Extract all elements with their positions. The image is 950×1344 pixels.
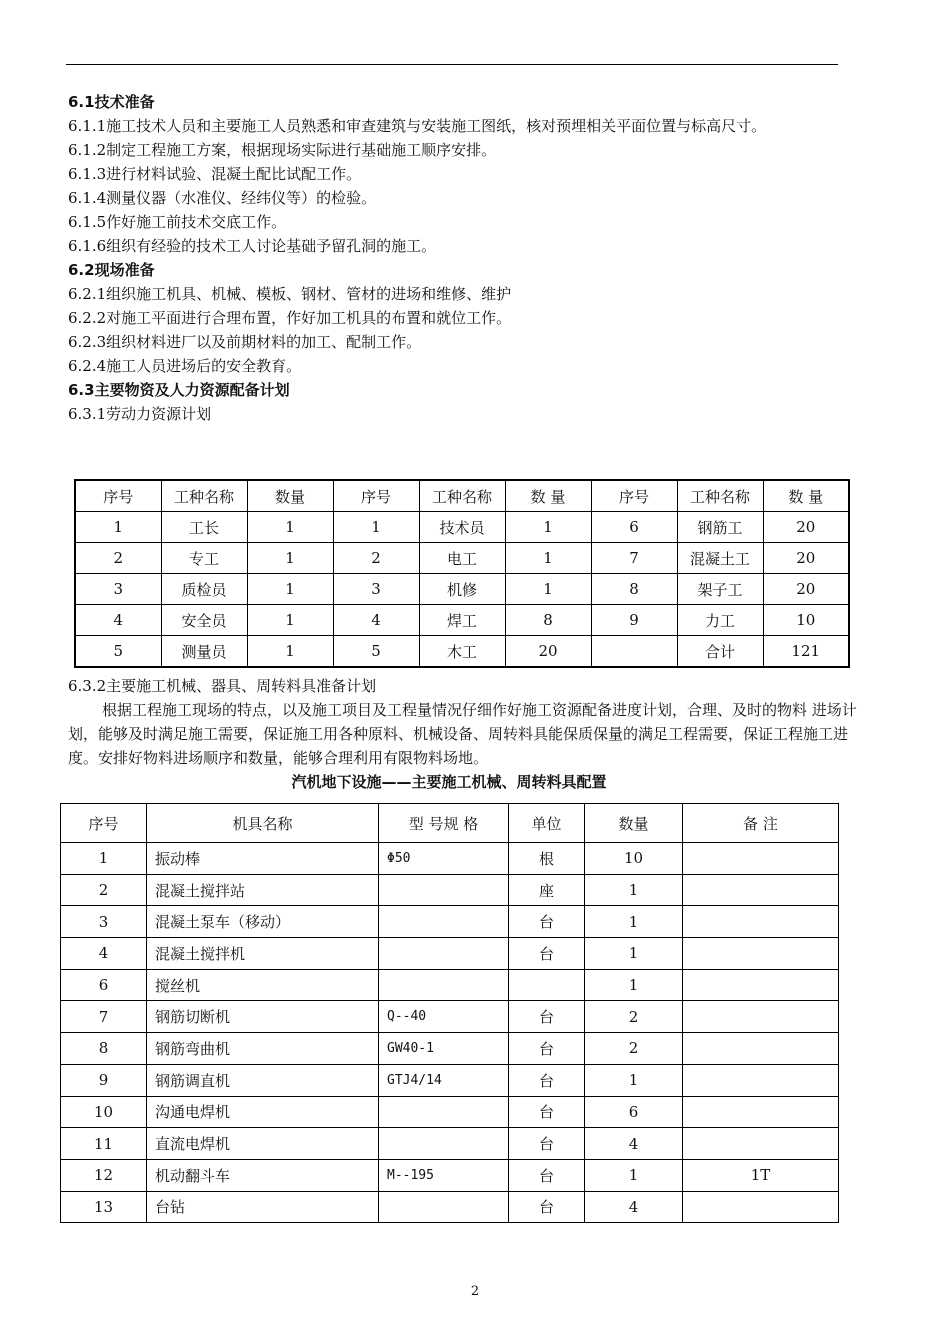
labor-header-cell: 工种名称: [161, 480, 247, 512]
equipment-row: [61, 906, 839, 938]
equipment-row: [61, 1191, 839, 1223]
labor-header-cell: 数量: [247, 480, 333, 512]
equipment-cell: 7: [61, 1001, 147, 1033]
section-item: 6.1.4测量仪器（水准仪、经纬仪等）的检验。: [68, 189, 377, 207]
equipment-cell: [509, 969, 585, 1001]
equipment-header-row: [61, 804, 839, 843]
labor-cell: 3: [75, 574, 161, 605]
equipment-cell: 13: [61, 1191, 147, 1223]
section-item: 6.1.3进行材料试验、混凝土配比试配工作。: [68, 165, 362, 183]
labor-cell: 4: [75, 605, 161, 636]
equipment-cell: 根: [509, 843, 585, 875]
equipment-cell: 台: [509, 1191, 585, 1223]
labor-cell: 2: [333, 543, 419, 574]
section-item: 6.2.4施工人员进场后的安全教育。: [68, 357, 302, 375]
section-item: 6.1.1施工技术人员和主要施工人员熟悉和审查建筑与安装施工图纸，核对预埋相关平面位置与标高尺寸。: [68, 117, 767, 135]
equipment-cell: 11: [61, 1128, 147, 1160]
equipment-row: [61, 1128, 839, 1160]
labor-cell: 20: [763, 574, 849, 605]
equipment-row: [61, 843, 839, 875]
labor-cell: 5: [333, 636, 419, 668]
labor-cell: [591, 636, 677, 668]
equipment-cell: [683, 969, 839, 1001]
labor-header-cell: 序号: [75, 480, 161, 512]
labor-cell: 3: [333, 574, 419, 605]
labor-cell: 1: [247, 543, 333, 574]
equipment-cell: [683, 843, 839, 875]
equipment-cell: [683, 1191, 839, 1223]
equipment-cell: M--195: [379, 1159, 509, 1191]
labor-cell: 5: [75, 636, 161, 668]
equipment-row: [61, 1001, 839, 1033]
equipment-row: [61, 969, 839, 1001]
equipment-cell: 1T: [683, 1159, 839, 1191]
equipment-cell: 台: [509, 1064, 585, 1096]
section-item: 6.2.2对施工平面进行合理布置，作好加工机具的布置和就位工作。: [68, 309, 512, 327]
labor-header-cell: 序号: [591, 480, 677, 512]
equipment-cell: 钢筋切断机: [147, 1001, 379, 1033]
equipment-cell: [683, 1033, 839, 1065]
page-number: 2: [470, 1284, 480, 1299]
equipment-cell: 沟通电焊机: [147, 1096, 379, 1128]
labor-header-row: [75, 480, 849, 512]
labor-cell: 测量员: [161, 636, 247, 668]
header-rule: [66, 64, 838, 65]
equipment-cell: [683, 906, 839, 938]
equipment-cell: [379, 1191, 509, 1223]
equipment-row: [61, 874, 839, 906]
equipment-cell: [379, 1096, 509, 1128]
labor-cell: 1: [505, 543, 591, 574]
equipment-header-cell: 机具名称: [147, 804, 379, 843]
equipment-header-cell: 序号: [61, 804, 147, 843]
equipment-cell: 1: [585, 874, 683, 906]
equipment-cell: 钢筋调直机: [147, 1064, 379, 1096]
labor-cell: 电工: [419, 543, 505, 574]
equipment-cell: 1: [585, 1159, 683, 1191]
section-lines: [68, 90, 858, 426]
equipment-cell: 钢筋弯曲机: [147, 1033, 379, 1065]
labor-cell: 10: [763, 605, 849, 636]
resource-paragraph: 根据工程施工现场的特点，以及施工项目及工程量情况仔细作好施工资源配备进度计划，合理、及时的物料 进场计划，能够及时满足施工需要，保证施工用各种原料、机械设备、周转料具能保质保量的满足工程需要，保证工程施工进度。安排好物料进场顺序和数量，能够合理利用有限物料场地。: [68, 701, 857, 767]
section-heading: 6.1技术准备: [68, 93, 155, 111]
labor-cell: 机修: [419, 574, 505, 605]
labor-header-cell: 工种名称: [677, 480, 763, 512]
equipment-cell: [683, 1064, 839, 1096]
labor-resource-table: [74, 479, 850, 668]
equipment-cell: 混凝土泵车（移动）: [147, 906, 379, 938]
labor-cell: 工长: [161, 512, 247, 543]
section-item: 6.1.2制定工程施工方案，根据现场实际进行基础施工顺序安排。: [68, 141, 497, 159]
equipment-cell: 台: [509, 1159, 585, 1191]
labor-cell: 力工: [677, 605, 763, 636]
equipment-header-cell: 数量: [585, 804, 683, 843]
section-item: 6.2.3组织材料进厂以及前期材料的加工、配制工作。: [68, 333, 422, 351]
equipment-cell: [683, 874, 839, 906]
equipment-cell: [379, 969, 509, 1001]
equipment-cell: 6: [61, 969, 147, 1001]
equipment-header-cell: 型 号规 格: [379, 804, 509, 843]
equipment-cell: 搅丝机: [147, 969, 379, 1001]
equipment-cell: [683, 938, 839, 970]
labor-cell: 1: [247, 574, 333, 605]
labor-cell: 2: [75, 543, 161, 574]
equipment-header-cell: 备 注: [683, 804, 839, 843]
labor-header-cell: 数 量: [505, 480, 591, 512]
labor-header-cell: 序号: [333, 480, 419, 512]
labor-header-cell: 数 量: [763, 480, 849, 512]
equipment-cell: [683, 1128, 839, 1160]
equipment-row: [61, 1033, 839, 1065]
equipment-cell: [379, 938, 509, 970]
equipment-cell: [379, 874, 509, 906]
equipment-cell: GTJ4/14: [379, 1064, 509, 1096]
equipment-cell: 4: [61, 938, 147, 970]
labor-cell: 1: [333, 512, 419, 543]
labor-row: [75, 543, 849, 574]
equipment-cell: [379, 1128, 509, 1160]
equipment-cell: 混凝土搅拌站: [147, 874, 379, 906]
labor-cell: 8: [505, 605, 591, 636]
labor-cell: 合计: [677, 636, 763, 668]
section-item: 6.1.6组织有经验的技术工人讨论基础予留孔洞的施工。: [68, 237, 437, 255]
equipment-cell: 1: [585, 938, 683, 970]
equipment-cell: 1: [585, 969, 683, 1001]
labor-cell: 木工: [419, 636, 505, 668]
equipment-cell: 台钻: [147, 1191, 379, 1223]
labor-cell: 9: [591, 605, 677, 636]
labor-row: [75, 605, 849, 636]
equipment-cell: 6: [585, 1096, 683, 1128]
section-item: 6.1.5作好施工前技术交底工作。: [68, 213, 287, 231]
equipment-cell: 台: [509, 1096, 585, 1128]
labor-cell: 专工: [161, 543, 247, 574]
section-item: 6.3.1劳动力资源计划: [68, 405, 212, 423]
equipment-table-title: 汽机地下设施——主要施工机械、周转料具配置: [291, 773, 607, 791]
labor-cell: 6: [591, 512, 677, 543]
equipment-table: [60, 803, 839, 1223]
labor-cell: 1: [247, 605, 333, 636]
equipment-cell: 2: [61, 874, 147, 906]
labor-cell: 焊工: [419, 605, 505, 636]
labor-cell: 7: [591, 543, 677, 574]
equipment-cell: 4: [585, 1128, 683, 1160]
equipment-cell: 12: [61, 1159, 147, 1191]
equipment-cell: 台: [509, 938, 585, 970]
equipment-cell: GW40-1: [379, 1033, 509, 1065]
equipment-cell: 3: [61, 906, 147, 938]
equipment-cell: [683, 1001, 839, 1033]
labor-row: [75, 636, 849, 668]
section-heading: 6.3主要物资及人力资源配备计划: [68, 381, 290, 399]
labor-cell: 技术员: [419, 512, 505, 543]
labor-cell: 1: [247, 636, 333, 668]
equipment-cell: 振动棒: [147, 843, 379, 875]
equipment-header-cell: 单位: [509, 804, 585, 843]
equipment-cell: 2: [585, 1001, 683, 1033]
labor-cell: 钢筋工: [677, 512, 763, 543]
equipment-row: [61, 938, 839, 970]
equipment-cell: 1: [585, 906, 683, 938]
equipment-cell: 1: [61, 843, 147, 875]
equipment-cell: 9: [61, 1064, 147, 1096]
equipment-cell: 机动翻斗车: [147, 1159, 379, 1191]
labor-cell: 安全员: [161, 605, 247, 636]
labor-cell: 1: [247, 512, 333, 543]
labor-cell: 1: [505, 574, 591, 605]
labor-row: [75, 512, 849, 543]
labor-cell: 8: [591, 574, 677, 605]
equipment-cell: 8: [61, 1033, 147, 1065]
equipment-cell: 1: [585, 1064, 683, 1096]
equipment-cell: Φ50: [379, 843, 509, 875]
equipment-cell: 直流电焊机: [147, 1128, 379, 1160]
equipment-cell: Q--40: [379, 1001, 509, 1033]
equipment-cell: 10: [61, 1096, 147, 1128]
labor-cell: 20: [505, 636, 591, 668]
equipment-cell: [683, 1096, 839, 1128]
equipment-cell: 2: [585, 1033, 683, 1065]
equipment-cell: 台: [509, 1001, 585, 1033]
equipment-cell: 台: [509, 1128, 585, 1160]
labor-header-cell: 工种名称: [419, 480, 505, 512]
equipment-cell: 台: [509, 906, 585, 938]
labor-cell: 架子工: [677, 574, 763, 605]
section-item: 6.2.1组织施工机具、机械、模板、钢材、管材的进场和维修、维护: [68, 285, 512, 303]
labor-cell: 20: [763, 512, 849, 543]
equipment-cell: [379, 906, 509, 938]
labor-cell: 20: [763, 543, 849, 574]
labor-cell: 质检员: [161, 574, 247, 605]
equipment-row: [61, 1159, 839, 1191]
equipment-cell: 座: [509, 874, 585, 906]
labor-cell: 1: [75, 512, 161, 543]
equipment-row: [61, 1096, 839, 1128]
labor-cell: 混凝土工: [677, 543, 763, 574]
equipment-cell: 台: [509, 1033, 585, 1065]
labor-cell: 121: [763, 636, 849, 668]
equipment-cell: 10: [585, 843, 683, 875]
section-6-3-2: 6.3.2主要施工机械、器具、周转料具准备计划: [68, 677, 377, 695]
section-heading: 6.2现场准备: [68, 261, 155, 279]
equipment-cell: 混凝土搅拌机: [147, 938, 379, 970]
equipment-cell: 4: [585, 1191, 683, 1223]
equipment-row: [61, 1064, 839, 1096]
labor-cell: 1: [505, 512, 591, 543]
labor-cell: 4: [333, 605, 419, 636]
labor-row: [75, 574, 849, 605]
